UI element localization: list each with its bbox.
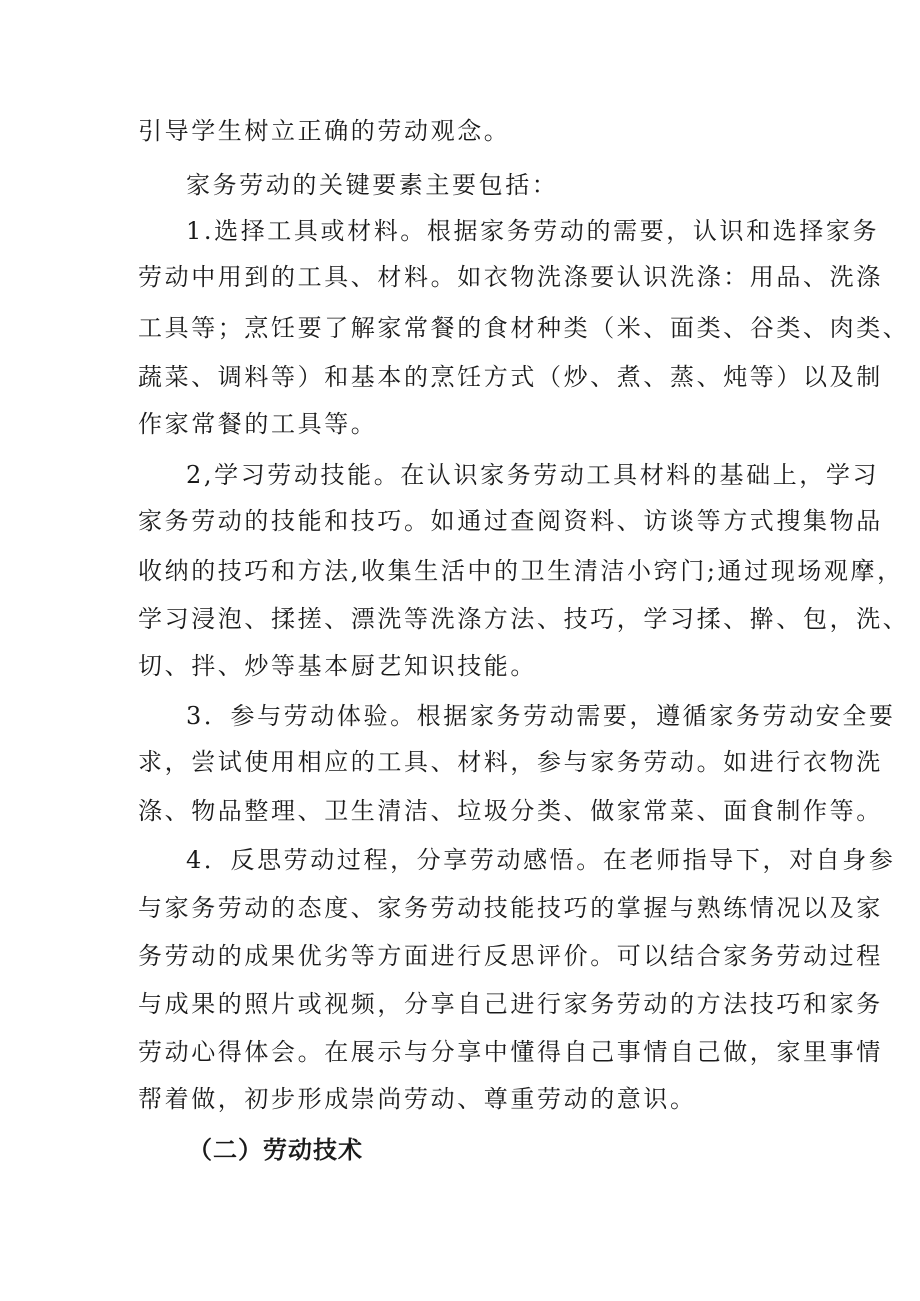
- paragraph-line: 与成果的照片或视频，分享自己进行家务劳动的方法技巧和家务: [138, 990, 883, 1018]
- paragraph-line: 4．反思劳动过程，分享劳动感悟。在老师指导下，对自身参: [186, 846, 896, 874]
- paragraph-line: 2,学习劳动技能。在认识家务劳动工具材料的基础上，学习: [186, 461, 880, 489]
- paragraph-line: 切、拌、炒等基本厨艺知识技能。: [138, 652, 537, 680]
- paragraph-line: 涤、物品整理、卫生清洁、垃圾分类、做家常菜、面食制作等。: [138, 797, 883, 825]
- paragraph-line: 劳动中用到的工具、材料。如衣物洗涤要认识洗涤：用品、洗涤: [138, 263, 883, 291]
- paragraph-line: 1.选择工具或材料。根据家务劳动的需要，认识和选择家务: [186, 217, 880, 245]
- paragraph-line: 工具等；烹饪要了解家常餐的食材种类（米、面类、谷类、肉类、: [138, 314, 910, 342]
- paragraph-line: 务劳动的成果优劣等方面进行反思评价。可以结合家务劳动过程: [138, 942, 883, 970]
- paragraph-line: 3．参与劳动体验。根据家务劳动需要，遵循家务劳动安全要: [186, 702, 896, 730]
- paragraph-line: 引导学生树立正确的劳动观念。: [138, 117, 511, 145]
- paragraph-line: 求，尝试使用相应的工具、材料，参与家务劳动。如进行衣物洗: [138, 748, 883, 776]
- paragraph-line: 家务劳动的关键要素主要包括：: [186, 171, 559, 199]
- paragraph-line: 与家务劳动的态度、家务劳动技能技巧的掌握与熟练情况以及家: [138, 894, 883, 922]
- paragraph-line: 劳动心得体会。在展示与分享中懂得自己事情自己做，家里事情: [138, 1038, 883, 1066]
- paragraph-line: 帮着做，初步形成崇尚劳动、尊重劳动的意识。: [138, 1085, 697, 1113]
- section-heading: （二）劳动技术: [188, 1135, 363, 1164]
- paragraph-line: 学习浸泡、揉搓、漂洗等洗涤方法、技巧，学习揉、擀、包，洗、: [138, 605, 910, 633]
- paragraph-line: 收纳的技巧和方法,收集生活中的卫生清洁小窍门;通过现场观摩，: [138, 557, 904, 585]
- paragraph-line: 蔬菜、调料等）和基本的烹饪方式（炒、煮、蒸、炖等）以及制: [138, 363, 883, 391]
- paragraph-line: 作家常餐的工具等。: [138, 410, 378, 438]
- paragraph-line: 家务劳动的技能和技巧。如通过查阅资料、访谈等方式搜集物品: [138, 507, 883, 535]
